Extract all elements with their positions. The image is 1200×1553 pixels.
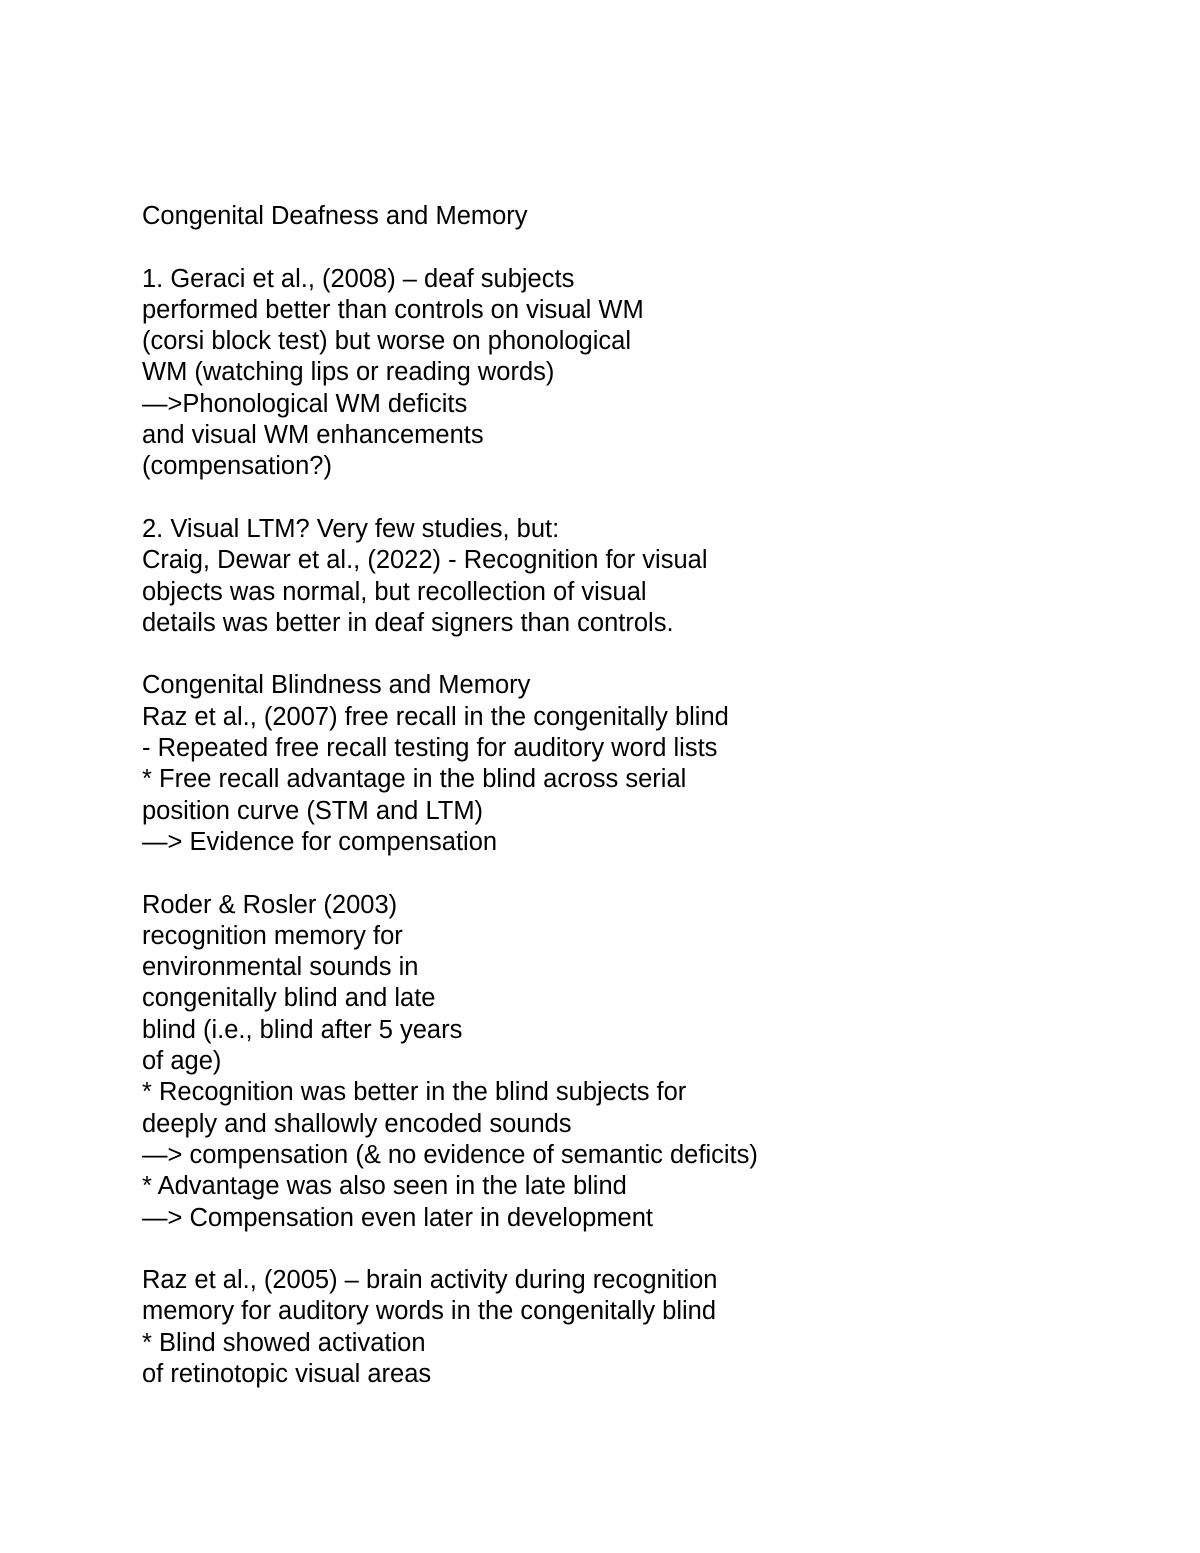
text-line: 2. Visual LTM? Very few studies, but:: [142, 514, 560, 543]
text-line: —> compensation (& no evidence of semantic deficits): [142, 1140, 758, 1169]
text-line: * Free recall advantage in the blind across serial: [142, 765, 687, 794]
text-line: —>Phonological WM deficits: [142, 389, 468, 418]
blank-line: [142, 858, 1142, 889]
text-line: of age): [142, 1047, 222, 1076]
text-line: * Recognition was better in the blind subjects for: [142, 1078, 687, 1107]
text-line: deeply and shallowly encoded sounds: [142, 1109, 572, 1138]
text-line: details was better in deaf signers than controls.: [142, 608, 674, 637]
text-line: * Blind showed activation: [142, 1328, 426, 1357]
text-line: performed better than controls on visual WM: [142, 295, 644, 324]
text-line: * Advantage was also seen in the late blind: [142, 1172, 627, 1201]
text-line: (corsi block test) but worse on phonological: [142, 327, 631, 356]
text-line: blind (i.e., blind after 5 years: [142, 1015, 463, 1044]
text-line: Raz et al., (2005) – brain activity during recognition: [142, 1266, 718, 1295]
text-line: —> Compensation even later in development: [142, 1203, 654, 1232]
text-line: - Repeated free recall testing for auditory word lists: [142, 734, 718, 763]
blank-line: [142, 232, 1142, 263]
text-line: (compensation?): [142, 452, 332, 481]
text-line: objects was normal, but recollection of visual: [142, 577, 647, 606]
text-line: —> Evidence for compensation: [142, 827, 498, 856]
text-line: position curve (STM and LTM): [142, 796, 484, 825]
text-line: environmental sounds in: [142, 953, 419, 982]
blank-line: [142, 483, 1142, 514]
text-line: Craig, Dewar et al., (2022) - Recognition for visual: [142, 546, 708, 575]
blank-line: [142, 1234, 1142, 1265]
text-line: memory for auditory words in the congenitally blind: [142, 1297, 717, 1326]
text-line: congenitally blind and late: [142, 984, 436, 1013]
text-line: Raz et al., (2007) free recall in the congenitally blind: [142, 702, 729, 731]
text-line: recognition memory for: [142, 921, 403, 950]
text-line: WM (watching lips or reading words): [142, 358, 555, 387]
text-line: 1. Geraci et al., (2008) – deaf subjects: [142, 264, 575, 293]
text-line: Roder & Rosler (2003): [142, 890, 398, 919]
text-line: of retinotopic visual areas: [142, 1359, 432, 1388]
text-line: and visual WM enhancements: [142, 421, 484, 450]
text-line: Congenital Blindness and Memory: [142, 671, 531, 700]
text-line: Congenital Deafness and Memory: [142, 202, 528, 230]
blank-line: [142, 639, 1142, 670]
document-body: [142, 201, 1142, 1390]
